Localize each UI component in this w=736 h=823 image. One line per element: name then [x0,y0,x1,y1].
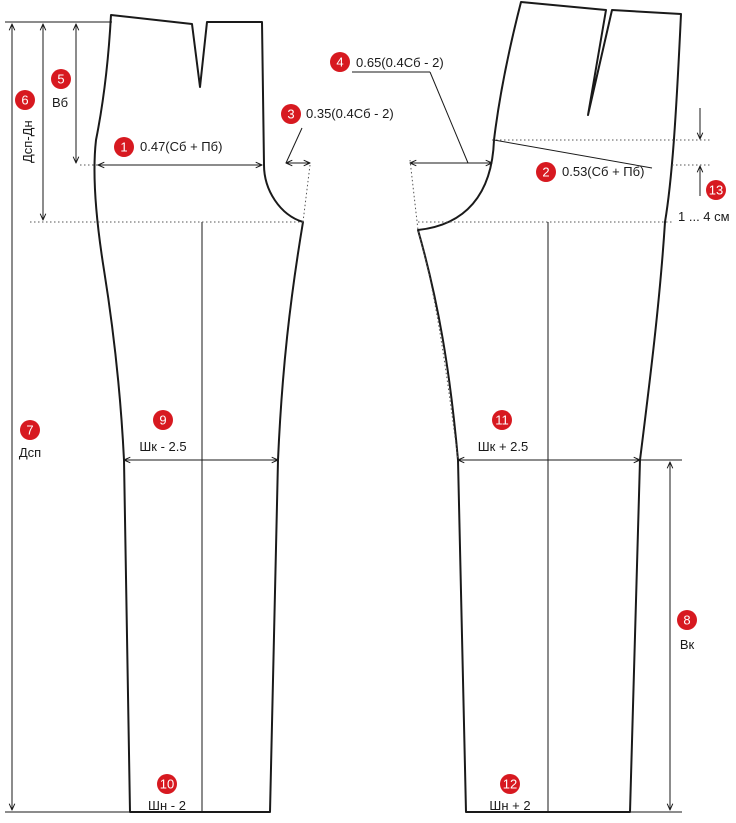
label-8: Вк [679,637,695,652]
svg-text:3: 3 [287,106,295,122]
leader-3 [286,128,302,163]
label-11: Шк + 2.5 [477,439,529,454]
svg-text:1: 1 [120,139,128,155]
svg-text:6: 6 [21,92,29,108]
front-crotch-dotted-line [303,165,310,222]
badge-8 [677,610,697,652]
leader-4 [430,72,468,163]
svg-text:2: 2 [542,164,550,180]
badge-7 [19,420,41,460]
badge-4 [330,52,444,72]
label-3: 0.35(0.4Сб - 2) [306,106,394,121]
label-2: 0.53(Сб + Пб) [562,164,645,179]
badge-6 [15,90,35,163]
badge-13 [678,180,730,224]
badge-3 [281,104,394,124]
label-4: 0.65(0.4Сб - 2) [356,55,444,70]
svg-text:12: 12 [502,776,518,792]
svg-text:9: 9 [159,412,167,428]
svg-text:11: 11 [495,412,509,428]
svg-text:7: 7 [26,422,34,438]
svg-text:8: 8 [683,612,691,628]
label-5: Вб [52,95,69,110]
badge-5 [51,69,71,110]
label-1: 0.47(Сб + Пб) [140,139,223,154]
label-12: Шн + 2 [489,798,531,813]
label-6: Дсп-Дн [20,120,35,163]
label-10: Шн - 2 [148,798,186,813]
svg-text:13: 13 [708,182,724,198]
svg-text:4: 4 [336,54,344,70]
svg-text:10: 10 [159,776,175,792]
back-trouser-piece [418,2,681,812]
front-trouser-piece [94,15,303,812]
label-9: Шк - 2.5 [139,439,187,454]
label-13: 1 ... 4 см [678,209,730,224]
svg-text:5: 5 [57,71,65,87]
label-7: Дсп [18,445,42,460]
